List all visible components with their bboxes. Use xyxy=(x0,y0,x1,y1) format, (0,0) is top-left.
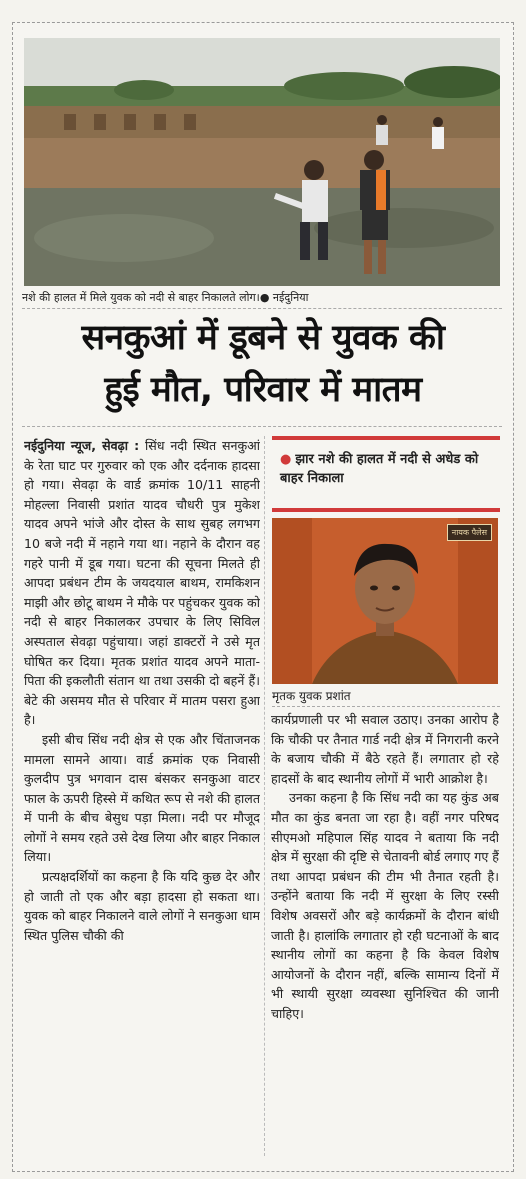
column-divider xyxy=(264,436,265,1156)
byline: नईदुनिया न्यूज, सेवढ़ा : xyxy=(24,438,140,453)
victim-portrait-photo xyxy=(272,518,498,684)
article-paragraph-1 xyxy=(24,436,260,730)
pull-quote xyxy=(280,450,494,488)
photo-watermark-tag: नायक पैलेस xyxy=(447,524,492,541)
article-paragraph-3: प्रत्यक्षदर्शियों का कहना है कि यदि कुछ देर और हो जाती तो एक और बड़ा हादसा हो सकता था। युवक को बाहर निकालने वाले लोगों ने सनकुआ धाम स्थित पुलिस चौकी की xyxy=(24,869,260,943)
article-left-column xyxy=(24,436,260,1158)
article-paragraph-4: कार्यप्रणाली पर भी सवाल उठाए। उनका आरोप है कि चौकी पर तैनात गार्ड नदी क्षेत्र में निगरानी करने के बजाय चौकी में बैठे रहते हैं। लगातार हो रहे हादसों के बाद स्थानीय लोगों में भारी आक्रोश है। xyxy=(271,712,499,786)
article-paragraph-5: उनका कहना है कि सिंध नदी का यह कुंड अब मौत का कुंड बनता जा रहा है। वहीं नगर परिषद सीएमओ महिपाल सिंह यादव ने बताया कि नदी क्षेत्र में सुरक्षा की दृष्टि से चेतावनी बोर्ड लगाए गए हैं तथा आपदा प्रबंधन की टीम भी तैनात रहती है। उन्होंने बताया कि नदी में सुरक्षा के लिए रस्सी विशेष अवसरों और बड़े कार्यक्रमों के दौरान बांधी जाती है। हालांकि लगातार हो रही घटनाओं के बाद स्थानीय लोगों का कहना है कि केवल विशेष आयोजनों के दौरान नहीं, बल्कि सामान्य दिनों में भी स्थायी सुरक्षा व्यवस्था सुनिश्चित की जानी चाहिए। xyxy=(271,790,499,1021)
portrait-caption: मृतक युवक प्रशांत xyxy=(272,686,500,707)
paragraph-1-text: सिंध नदी स्थित सनकुआं के रेता घाट पर गुरुवार को एक और दर्दनाक हादसा हो गया। सेवढ़ा के वार्ड क्रमांक 10/11 साहनी मोहल्ला निवासी प्रशांत यादव चौधरी पुत्र मुकेश यादव अपने भांजे और दोस्त के साथ सुबह लगभग 10 बजे नदी में नहाने गया था। नहाने के दौरान वह गहरे पानी में डूब गया। घटना की सूचना मिलते ही आपदा प्रबंधन टीम के जयदयाल बाथम, रामकिशन माझी और छोटू बाथम ने मौके पर पहुंचकर युवक को नदी से बाहर निकालकर उपचार के लिए सिविल अस्पताल सेवढ़ा पहुंचाया। जहां डाक्टरों ने उसे मृत घोषित कर दिया। मृतक प्रशांत यादव अपने माता-पिता की इकलौती संतान था तथा उसकी दो बहनें हैं। बेटे की असमय मौत से परिवार में मातम पसरा हुआ है। xyxy=(24,438,260,728)
article-paragraph-2: इसी बीच सिंध नदी क्षेत्र से एक और चिंताजनक मामला सामने आया। वार्ड क्रमांक एक निवासी कुलदीप पुत्र भगवान दास बंसकर सनकुआ वाटर फाल के ऊपरी हिस्से में कथित रूप से नशे की हालत में पानी के बीच बेसुध पड़ा मिला। नदी पर मौजूद लोगों ने समय रहते उसे देख लिया और बाहर निकाल लिया। xyxy=(24,731,260,865)
headline xyxy=(24,312,502,416)
headline-line-1: सनकुआं में डूबने से युवक की xyxy=(81,318,445,358)
bullet-icon: ● xyxy=(280,452,292,467)
pull-quote-box xyxy=(272,436,500,512)
pull-quote-text: झार नशे की हालत में नदी से अधेड को बाहर निकाला xyxy=(280,452,479,486)
headline-divider xyxy=(22,426,502,427)
headline-line-2: हुई मौत, परिवार में मातम xyxy=(104,370,422,410)
river-rescue-photo xyxy=(24,38,500,286)
photo-caption: नशे की हालत में मिले युवक को नदी से बाहर निकालते लोग।● नईदुनिया xyxy=(22,288,502,309)
article-right-column xyxy=(271,710,499,1160)
